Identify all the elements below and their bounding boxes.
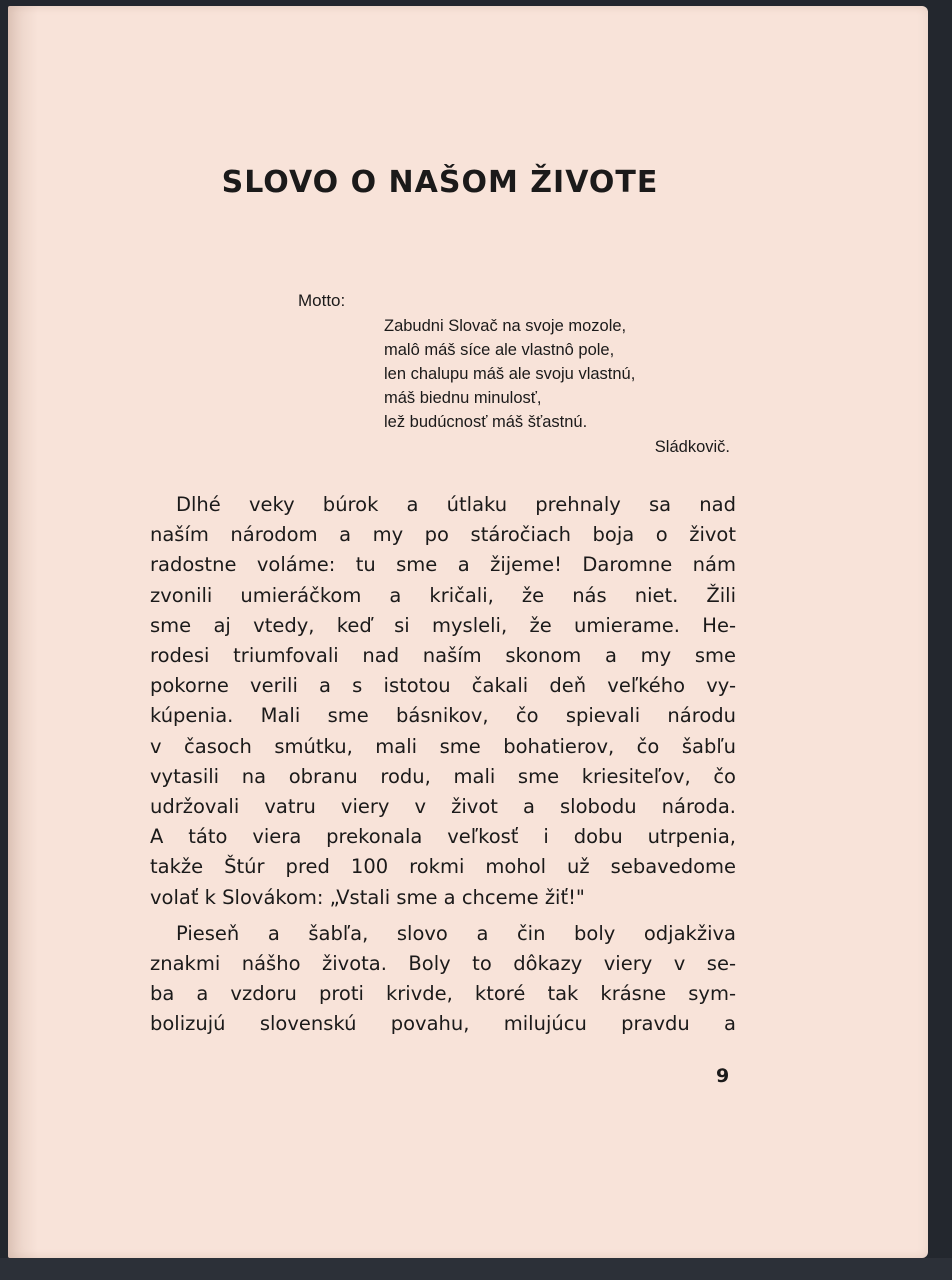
text-line: zvonili umieráčkom a kričali, že nás niet. Žili bbox=[150, 583, 736, 607]
poem-line: malô máš síce ale vlastnô pole, bbox=[384, 341, 615, 359]
text-line: Dlhé veky búrok a útlaku prehnaly sa nad bbox=[176, 493, 736, 516]
text-line: znakmi nášho života. Boly to dôkazy viery v se- bbox=[150, 952, 736, 976]
binding-shadow bbox=[8, 6, 38, 1258]
body-text bbox=[150, 490, 736, 1040]
motto-author: Sládkovič. bbox=[654, 438, 730, 456]
text-line: v časoch smútku, mali sme bohatierov, čo šabľu bbox=[150, 734, 736, 758]
text-line: vytasili na obranu rodu, mali sme kriesiteľov, čo bbox=[150, 764, 736, 788]
text-line: radostne voláme: tu sme a žijeme! Daromne nám bbox=[150, 553, 736, 577]
paragraph bbox=[150, 490, 736, 913]
text-line: volať k Slovákom: „Vstali sme a chceme žiť!" bbox=[150, 885, 585, 909]
paragraph bbox=[150, 919, 736, 1040]
text-line: rodesi triumfovali nad naším skonom a my sme bbox=[150, 644, 736, 668]
text-line: ba a vzdoru proti krivde, ktoré tak krásne sym- bbox=[150, 982, 736, 1006]
text-line: kúpenia. Mali sme básnikov, čo spievali národu bbox=[150, 704, 736, 728]
page-number: 9 bbox=[716, 1065, 730, 1087]
poem-line: lež budúcnosť máš šťastnú. bbox=[384, 413, 588, 431]
background-surface bbox=[0, 1258, 952, 1280]
text-line: udržovali vatru viery v život a slobodu národa. bbox=[150, 795, 736, 819]
chapter-title: SLOVO O NAŠOM ŽIVOTE bbox=[221, 165, 659, 200]
text-line: bolizujú slovenskú povahu, milujúcu pravdu a bbox=[150, 1012, 736, 1036]
text-line: A táto viera prekonala veľkosť i dobu utrpenia, bbox=[150, 825, 736, 849]
text-line: sme aj vtedy, keď si mysleli, že umierame. He- bbox=[150, 613, 736, 637]
text-line: Pieseň a šabľa, slovo a čin boly odjakživa bbox=[176, 921, 736, 945]
poem-line: len chalupu máš ale svoju vlastnú, bbox=[384, 365, 636, 383]
motto-poem bbox=[384, 314, 734, 434]
text-line: takže Štúr pred 100 rokmi mohol už sebavedome bbox=[150, 855, 736, 879]
motto-label: Motto: bbox=[298, 291, 346, 310]
poem-line: Zabudni Slovač na svoje mozole, bbox=[384, 317, 627, 335]
poem-line: máš biednu minulosť, bbox=[384, 389, 542, 407]
text-line: pokorne verili a s istotou čakali deň veľkého vy- bbox=[150, 674, 736, 698]
text-line: naším národom a my po stáročiach boja o život bbox=[150, 523, 736, 547]
